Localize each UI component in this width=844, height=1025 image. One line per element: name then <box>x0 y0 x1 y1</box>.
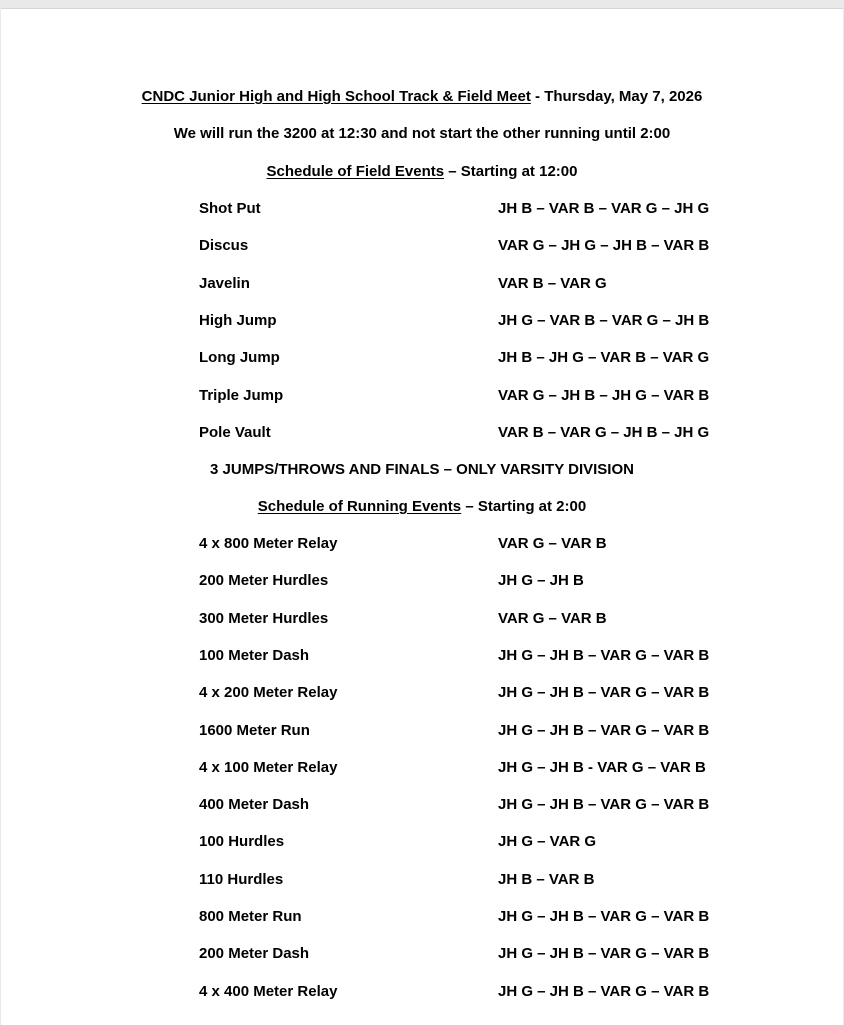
event-row <box>1 534 843 554</box>
event-name: Javelin <box>199 274 250 292</box>
event-row <box>1 311 843 331</box>
event-name: 300 Meter Hurdles <box>199 609 329 627</box>
varsity-note: 3 JUMPS/THROWS AND FINALS – ONLY VARSITY DIVISION <box>210 461 634 478</box>
event-divisions: JH G – JH B – VAR G – VAR B <box>498 684 710 702</box>
event-name: 4 x 200 Meter Relay <box>199 684 338 702</box>
event-row <box>1 236 843 256</box>
event-row <box>1 646 843 666</box>
document-page <box>1 8 843 1025</box>
event-divisions: JH B – VAR B <box>498 870 595 888</box>
event-divisions: JH G – VAR G <box>498 833 597 851</box>
event-divisions: JH B – JH G – VAR B – VAR G <box>498 349 710 367</box>
event-name: Shot Put <box>199 200 261 217</box>
meet-date: - Thursday, May 7, 2026 <box>530 88 703 105</box>
running-events-heading <box>1 497 843 517</box>
event-divisions: JH G – JH B - VAR G – VAR B <box>498 758 706 776</box>
event-row <box>1 944 843 964</box>
event-row <box>1 982 843 1002</box>
event-divisions: VAR G – JH G – JH B – VAR B <box>498 237 710 255</box>
event-name: 4 x 100 Meter Relay <box>199 758 338 776</box>
event-name: 100 Meter Dash <box>199 646 310 664</box>
event-name: Long Jump <box>199 349 280 367</box>
event-row <box>1 683 843 703</box>
event-name: 1600 Meter Run <box>199 721 310 739</box>
event-row <box>1 907 843 927</box>
event-row <box>1 795 843 815</box>
event-row <box>1 386 843 406</box>
event-row <box>1 199 843 219</box>
event-row <box>1 274 843 294</box>
event-name: 400 Meter Dash <box>199 796 310 814</box>
event-divisions: VAR B – VAR G <box>498 274 607 292</box>
event-divisions: JH B – VAR B – VAR G – JH G <box>498 200 710 217</box>
event-name: 200 Meter Dash <box>199 945 310 963</box>
event-divisions: VAR G – VAR B <box>498 609 607 627</box>
field-heading-time: – Starting at 12:00 <box>444 163 578 180</box>
document-title <box>1 87 843 107</box>
event-divisions: JH G – JH B <box>498 572 584 590</box>
event-name: Triple Jump <box>199 386 284 404</box>
running-heading-time: – Starting at 2:00 <box>461 498 587 515</box>
running-heading-label: Schedule of Running Events <box>257 498 462 515</box>
event-row <box>1 348 843 368</box>
meet-title: CNDC Junior High and High School Track & Field Meet <box>141 88 531 105</box>
event-name: 4 x 400 Meter Relay <box>199 982 338 1000</box>
event-name: Pole Vault <box>199 423 271 441</box>
event-row <box>1 870 843 890</box>
event-name: High Jump <box>199 311 277 329</box>
schedule-note: We will run the 3200 at 12:30 and not start the other running until 2:00 <box>173 125 671 142</box>
event-name: 4 x 800 Meter Relay <box>199 535 338 552</box>
event-row <box>1 832 843 852</box>
event-divisions: JH G – JH B – VAR G – VAR B <box>498 945 710 963</box>
event-divisions: JH G – JH B – VAR G – VAR B <box>498 646 710 664</box>
field-events-heading <box>1 162 843 182</box>
event-name: 100 Hurdles <box>199 833 285 851</box>
event-name: Discus <box>199 237 249 255</box>
field-heading-label: Schedule of Field Events <box>266 163 445 180</box>
event-divisions: VAR G – VAR B <box>498 535 607 552</box>
event-name: 110 Hurdles <box>199 870 284 888</box>
event-row <box>1 423 843 443</box>
event-divisions: JH G – JH B – VAR G – VAR B <box>498 908 710 925</box>
event-divisions: VAR G – JH B – JH G – VAR B <box>498 386 710 404</box>
event-row <box>1 609 843 629</box>
event-row <box>1 758 843 778</box>
event-name: 800 Meter Run <box>199 908 302 925</box>
event-name: 200 Meter Hurdles <box>199 572 329 590</box>
event-divisions: JH G – JH B – VAR G – VAR B <box>498 796 710 814</box>
event-divisions: JH G – VAR B – VAR G – JH B <box>498 311 710 329</box>
event-divisions: JH G – JH B – VAR G – VAR B <box>498 982 710 1000</box>
event-divisions: VAR B – VAR G – JH B – JH G <box>498 423 710 441</box>
event-row <box>1 721 843 741</box>
event-row <box>1 571 843 591</box>
event-divisions: JH G – JH B – VAR G – VAR B <box>498 721 710 739</box>
